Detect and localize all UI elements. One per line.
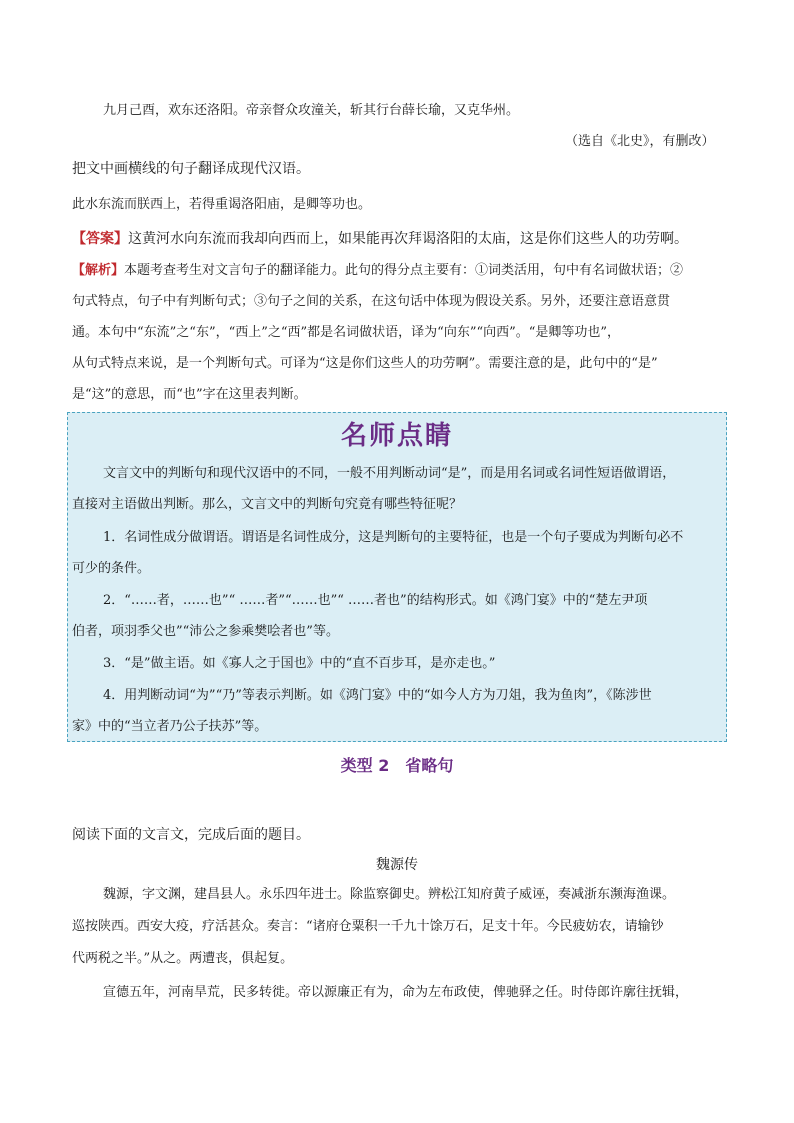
answer-line: [72, 230, 688, 248]
article-line: 宣德五年，河南旱荒，民多转徙。帝以源廉正有为，命为左布政使，俾驰驿之任。时侍郎许廓往抚辑，: [103, 985, 689, 1000]
analysis-line-3: 通。本句中“东流”之“东”，“西上”之“西”都是名词做状语，译为“向东”“向西”。“是卿等功也”，: [72, 325, 621, 340]
tip-text: 4．用判断动词“为”“乃”等表示判断。如《鸿门宴》中的“如今人方为刀俎，我为鱼肉”，《陈涉世: [103, 688, 652, 703]
article-line: 代两税之半。”从之。两遭丧，俱起复。: [72, 951, 294, 966]
question-sentence: 此水东流而朕西上，若得重谒洛阳庙，是卿等功也。: [72, 197, 372, 212]
tip-text: 直接对主语做出判断。那么，文言文中的判断句究竟有哪些特征呢？: [72, 497, 463, 512]
tip-text: 3．“是”做主语。如《寡人之于国也》中的“直不百步耳，是亦走也。”: [103, 656, 496, 671]
analysis-line-2: 句式特点，句子中有判断句式；③句子之间的关系，在这句话中体现为假设关系。另外，还要注意语意贯: [72, 294, 671, 309]
article-title: 魏源传: [376, 857, 418, 873]
analysis-line-1: 【解析】本题考查考生对文言句子的翻译能力。此句的得分点主要有：①词类活用，句中有名词做状语；②: [72, 263, 684, 278]
answer-label: 【答案】: [72, 231, 128, 247]
tip-text: 文言文中的判断句和现代汉语中的不同，一般不用判断动词“是”，而是用名词或名词性短语做谓语，: [103, 466, 676, 481]
tip-text: 2．“……者，……也”“ ……者”“……也”“ ……者也”的结构形式。如《鸿门宴》中的“楚左尹项: [103, 593, 648, 608]
text-line: 九月己酉，欢东还洛阳。帝亲督众攻潼关，斩其行台薛长瑜，又克华州。: [103, 103, 520, 118]
tip-text: 伯者，项羽季父也”“沛公之参乘樊哙者也”等。: [72, 624, 339, 639]
reading-prompt: 阅读下面的文言文，完成后面的题目。: [72, 827, 310, 843]
article-line: 魏源，字文渊，建昌县人。永乐四年进士。除监察御史。辨松江知府黄子威诬，奏减浙东濒海渔课。: [103, 887, 676, 902]
answer-text: 这黄河水向东流而我却向西而上，如果能再次拜谒洛阳的太庙，这是你们这些人的功劳啊。: [128, 231, 688, 247]
analysis-line-5: 是“这”的意思，而“也”字在这里表判断。: [72, 387, 307, 402]
question-prompt: 把文中画横线的句子翻译成现代汉语。: [72, 161, 310, 177]
source-note: （选自《北史》，有删改）: [565, 134, 715, 149]
article-line: 巡按陕西。西安大疫，疗活甚众。奏言：“诸府仓粟积一千九十馀万石，足支十年。今民疲妨农，请输钞: [72, 919, 664, 934]
analysis-line-4: 从句式特点来说，是一个判断句式。可译为“这是你们这些人的功劳啊”。需要注意的是，此句中的“是”: [72, 356, 658, 371]
tip-text: 1．名词性成分做谓语。谓语是名词性成分，这是判断句的主要特征，也是一个句子要成为判断句必不: [103, 530, 684, 545]
analysis-label: 【解析】: [72, 263, 125, 278]
tip-text: 家》中的“当立者乃公子扶苏”等。: [72, 719, 268, 734]
tip-box-title: 名师点睛: [340, 421, 453, 451]
section-title: 类型 2 省略句: [340, 756, 454, 775]
tip-text: 可少的条件。: [72, 561, 151, 576]
